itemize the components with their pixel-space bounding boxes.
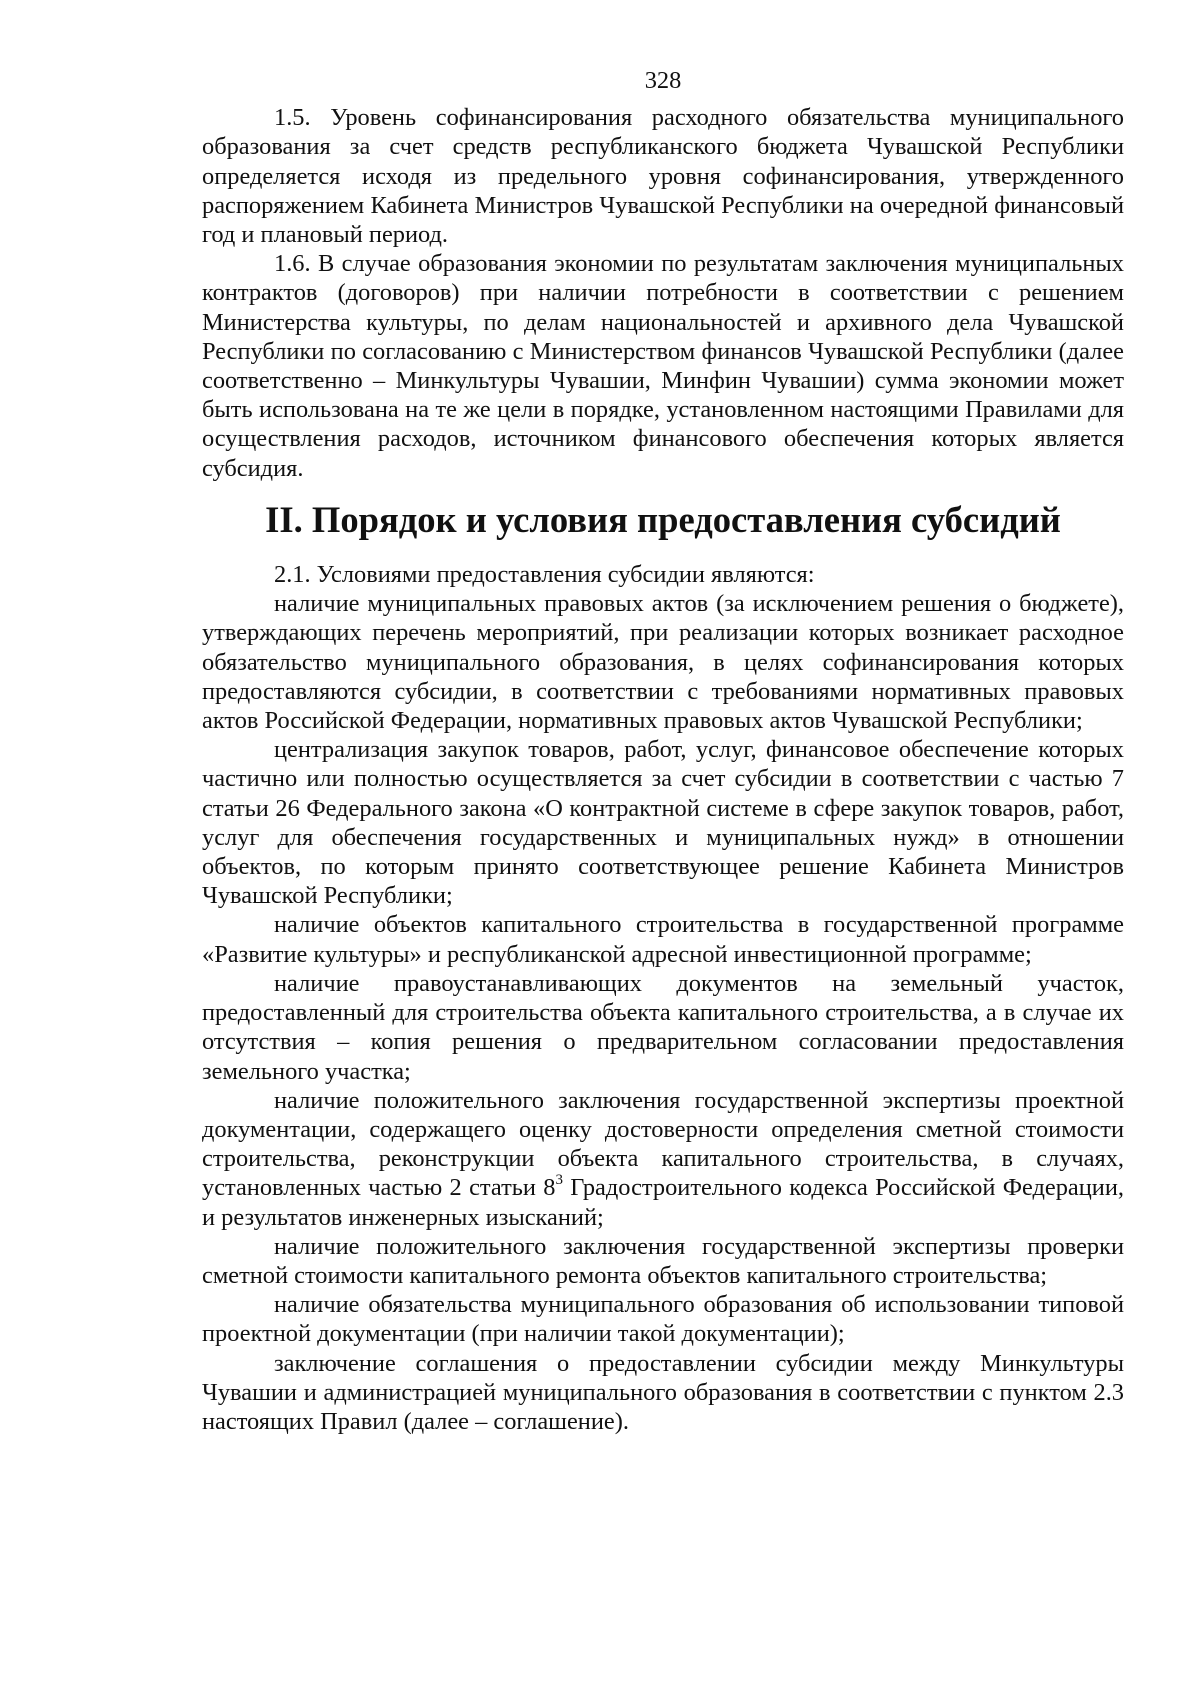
paragraph-1-5: 1.5. Уровень софинансирования расходного обязательства муниципального образования за счет средств республиканского бюджета Чувашской Республики определяется исходя из предельного уровня софинансирования, утвержденного распоряжением Кабинета Министров Чувашской Республики на очередной финансовый год и плановый период. bbox=[202, 104, 1124, 249]
paragraph-1-6: 1.6. В случае образования экономии по результатам заключения муниципальных контрактов (договоров) при наличии потребности в соответствии с решением Министерства культуры, по делам национальностей и архивного дела Чувашской Республики по согласованию с Министерством финансов Чувашской Республики (далее соответственно – Минкультуры Чувашии, Минфин Чувашии) сумма экономии может быть использована на те же цели в порядке, установленном настоящими Правилами для осуществления расходов, источником финансового обеспечения которых является субсидия. bbox=[202, 250, 1124, 482]
expertise-text-before: наличие положительного заключения государственной экспертизы проектной документации, содержащего оценку достоверности определения сметной стоимости строительства, реконструкции объекта капитального строительства, в случаях, установленных частью 2 статьи 8 bbox=[202, 1086, 1124, 1202]
document-page bbox=[202, 66, 1124, 1436]
condition-municipal-acts: наличие муниципальных правовых актов (за исключением решения о бюджете), утверждающих перечень мероприятий, при реализации которых возникает расходное обязательство муниципального образования, в целях софинансирования которых предоставляются субсидии, в соответствии с требованиями нормативных правовых актов Российской Федерации, нормативных правовых актов Чувашской Республики; bbox=[202, 590, 1124, 735]
condition-state-expertise bbox=[202, 1086, 1124, 1232]
condition-cost-verification: наличие положительного заключения государственной экспертизы проверки сметной стоимости капитального ремонта объектов капитального строительства; bbox=[202, 1232, 1124, 1289]
paragraph-2-1: 2.1. Условиями предоставления субсидии являются: bbox=[274, 561, 815, 589]
condition-centralized-procurement: централизация закупок товаров, работ, услуг, финансовое обеспечение которых частично или полностью осуществляется за счет субсидии в соответствии с частью 7 статьи 26 Федерального закона «О контрактной системе в сфере закупок товаров, работ, услуг для обеспечения государственных и муниципальных нужд» в отношении объектов, по которым принято соответствующее решение Кабинета Министров Чувашской Республики; bbox=[202, 736, 1124, 910]
expertise-text-after: Градостроительного кодекса Российской Федерации, и результатов инженерных изысканий; bbox=[202, 1174, 1124, 1231]
condition-agreement: заключение соглашения о предоставлении субсидии между Минкультуры Чувашии и администрацией муниципального образования в соответствии с пунктом 2.3 настоящих Правил (далее – соглашение). bbox=[202, 1349, 1124, 1435]
condition-typical-documentation: наличие обязательства муниципального образования об использовании типовой проектной документации (при наличии такой документации); bbox=[202, 1291, 1124, 1348]
page-number: 328 bbox=[644, 67, 682, 94]
condition-land-documents: наличие правоустанавливающих документов на земельный участок, предоставленный для строительства объекта капитального строительства, а в случае их отсутствия – копия решения о предварительном согласовании предоставления земельного участка; bbox=[202, 969, 1124, 1085]
section-title: II. Порядок и условия предоставления субсидий bbox=[265, 498, 1061, 540]
article-superscript: 3 bbox=[555, 1172, 563, 1189]
condition-capital-objects: наличие объектов капитального строительства в государственной программе «Развитие культуры» и республиканской адресной инвестиционной программе; bbox=[202, 911, 1124, 968]
